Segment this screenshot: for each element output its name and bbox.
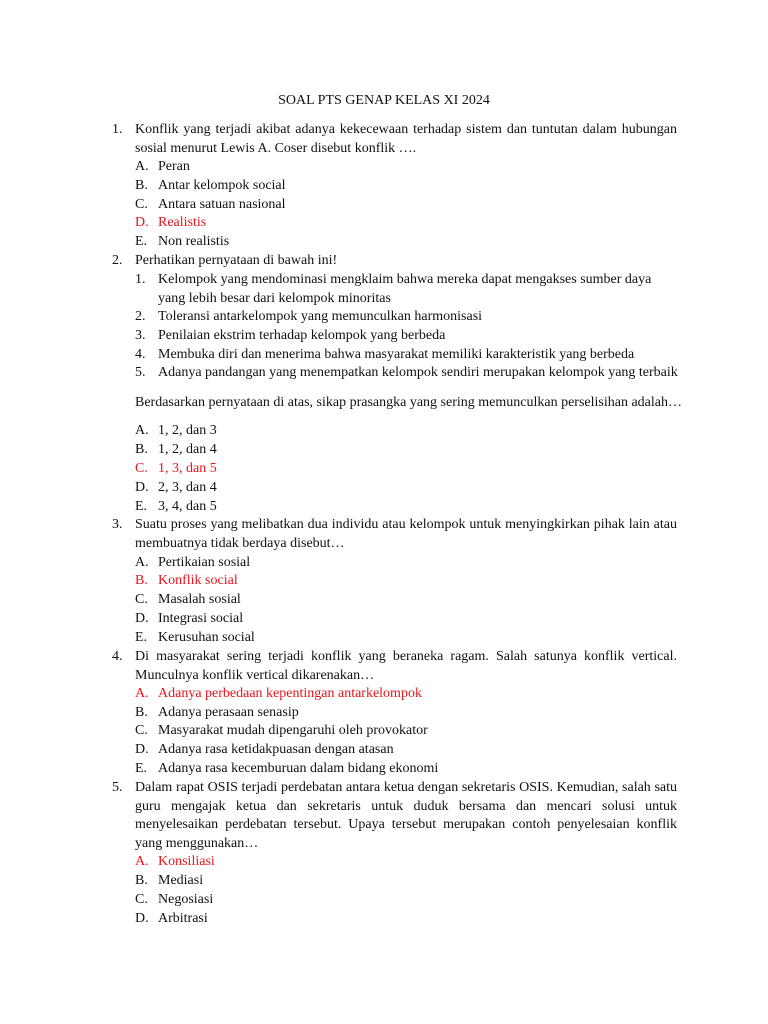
statement-text: Membuka diri dan menerima bahwa masyarakat memiliki karakteristik yang berbeda	[158, 347, 635, 362]
option-letter: B.	[135, 442, 148, 457]
option-text: Mediasi	[158, 873, 204, 888]
option-text: Antar kelompok social	[158, 178, 286, 193]
option-letter: B.	[135, 873, 148, 888]
option-text: Konflik social	[158, 573, 238, 588]
option-letter: D.	[135, 742, 149, 757]
statement-text: Kelompok yang mendominasi mengklaim bahwa mereka dapat mengakses sumber daya yang lebih besar dari kelompok minoritas	[158, 272, 652, 306]
question-stem: Dalam rapat OSIS terjadi perdebatan antara ketua dengan sekretaris OSIS. Kemudian, salah satu guru mengajak ketua dan sekretaris untuk duduk bersama dan mencari solusi untuk menyelesaikan perdebatan tersebut. Upaya tersebut merupakan contoh penyelesaian konflik yang menggunakan…	[135, 780, 677, 852]
option-text: Negosiasi	[158, 892, 214, 907]
option-letter: A.	[135, 423, 149, 438]
option-letter: D.	[135, 611, 149, 626]
option-letter: E.	[135, 630, 148, 645]
question-stem: Konflik yang terjadi akibat adanya kekecewaan terhadap sistem dan tuntutan dalam hubungan sosial menurut Lewis A. Coser disebut konflik ….	[135, 122, 677, 156]
option-e	[135, 233, 229, 252]
option-letter: B.	[135, 178, 148, 193]
option-text: Non realistis	[158, 234, 230, 249]
question-number: 2.	[112, 253, 123, 268]
question-stem: Di masyarakat sering terjadi konflik yang beraneka ragam. Salah satunya konflik vertical. Munculnya konflik vertical dikarenakan…	[135, 649, 677, 683]
option-letter: A.	[135, 555, 149, 570]
option-letter: E.	[135, 234, 148, 249]
option-text: Adanya perasaan senasip	[158, 705, 299, 720]
option-text: 2, 3, dan 4	[158, 480, 217, 495]
option-a	[135, 422, 217, 441]
option-c	[135, 891, 213, 910]
statement-text: Penilaian ekstrim terhadap kelompok yang berbeda	[158, 328, 446, 343]
option-text: Adanya rasa ketidakpuasan dengan atasan	[158, 742, 394, 757]
option-e	[135, 760, 438, 779]
option-letter: D.	[135, 480, 149, 495]
option-c	[135, 196, 286, 215]
option-text: Kerusuhan social	[158, 630, 255, 645]
option-letter: B.	[135, 705, 148, 720]
option-c-correct	[135, 460, 217, 479]
question-stem: Perhatikan pernyataan di bawah ini!	[135, 253, 338, 268]
option-letter: D.	[135, 911, 149, 926]
option-letter: C.	[135, 892, 148, 907]
option-text: 3, 4, dan 5	[158, 499, 217, 514]
option-a	[135, 158, 190, 177]
option-b-correct	[135, 572, 238, 591]
option-text: Masyarakat mudah dipengaruhi oleh provokator	[158, 723, 428, 738]
option-letter: D.	[135, 215, 149, 230]
option-letter: A.	[135, 854, 149, 869]
statement-number: 4.	[135, 347, 146, 362]
statement-number: 3.	[135, 328, 146, 343]
option-a-correct	[135, 853, 215, 872]
question-number: 3.	[112, 517, 123, 532]
option-letter: C.	[135, 592, 148, 607]
question-number: 5.	[112, 780, 123, 795]
option-e	[135, 629, 255, 648]
option-letter: C.	[135, 723, 148, 738]
option-b	[135, 872, 203, 891]
option-text: 1, 2, dan 4	[158, 442, 217, 457]
option-letter: C.	[135, 461, 148, 476]
statement-number: 5.	[135, 365, 146, 380]
option-text: Adanya rasa kecemburuan dalam bidang ekonomi	[158, 761, 439, 776]
option-text: Realistis	[158, 215, 207, 230]
option-text: Integrasi social	[158, 611, 244, 626]
option-c	[135, 591, 241, 610]
statement-text: Adanya pandangan yang menempatkan kelompok sendiri merupakan kelompok yang terbaik	[158, 365, 678, 380]
option-d-correct	[135, 214, 206, 233]
option-d	[135, 910, 208, 929]
option-b	[135, 177, 286, 196]
option-e	[135, 498, 217, 517]
option-text: 1, 2, dan 3	[158, 423, 217, 438]
option-text: Masalah sosial	[158, 592, 241, 607]
statement-number: 2.	[135, 309, 146, 324]
option-c	[135, 722, 428, 741]
question-number: 1.	[112, 122, 123, 137]
option-letter: A.	[135, 686, 149, 701]
option-letter: E.	[135, 761, 148, 776]
option-a	[135, 554, 250, 573]
option-d	[135, 479, 217, 498]
statement-number: 1.	[135, 272, 146, 287]
option-text: Arbitrasi	[158, 911, 208, 926]
option-b	[135, 704, 299, 723]
page-title: SOAL PTS GENAP KELAS XI 2024	[278, 93, 490, 108]
option-text: Peran	[158, 159, 190, 174]
option-letter: B.	[135, 573, 148, 588]
option-text: Pertikaian sosial	[158, 555, 251, 570]
option-d	[135, 741, 394, 760]
option-letter: E.	[135, 499, 148, 514]
option-letter: A.	[135, 159, 149, 174]
question-number: 4.	[112, 649, 123, 664]
option-b	[135, 441, 217, 460]
option-d	[135, 610, 243, 629]
option-a-correct	[135, 685, 422, 704]
question-stem: Suatu proses yang melibatkan dua individu atau kelompok untuk menyingkirkan pihak lain atau membuatnya tidak berdaya disebut…	[135, 517, 677, 551]
option-text: Konsiliasi	[158, 854, 215, 869]
question-prompt: Berdasarkan pernyataan di atas, sikap prasangka yang sering memunculkan perselisihan adalah…	[135, 395, 682, 410]
option-text: Antara satuan nasional	[158, 197, 286, 212]
option-text: 1, 3, dan 5	[158, 461, 217, 476]
statement-text: Toleransi antarkelompok yang memunculkan harmonisasi	[158, 309, 483, 324]
option-letter: C.	[135, 197, 148, 212]
option-text: Adanya perbedaan kepentingan antarkelompok	[158, 686, 422, 701]
